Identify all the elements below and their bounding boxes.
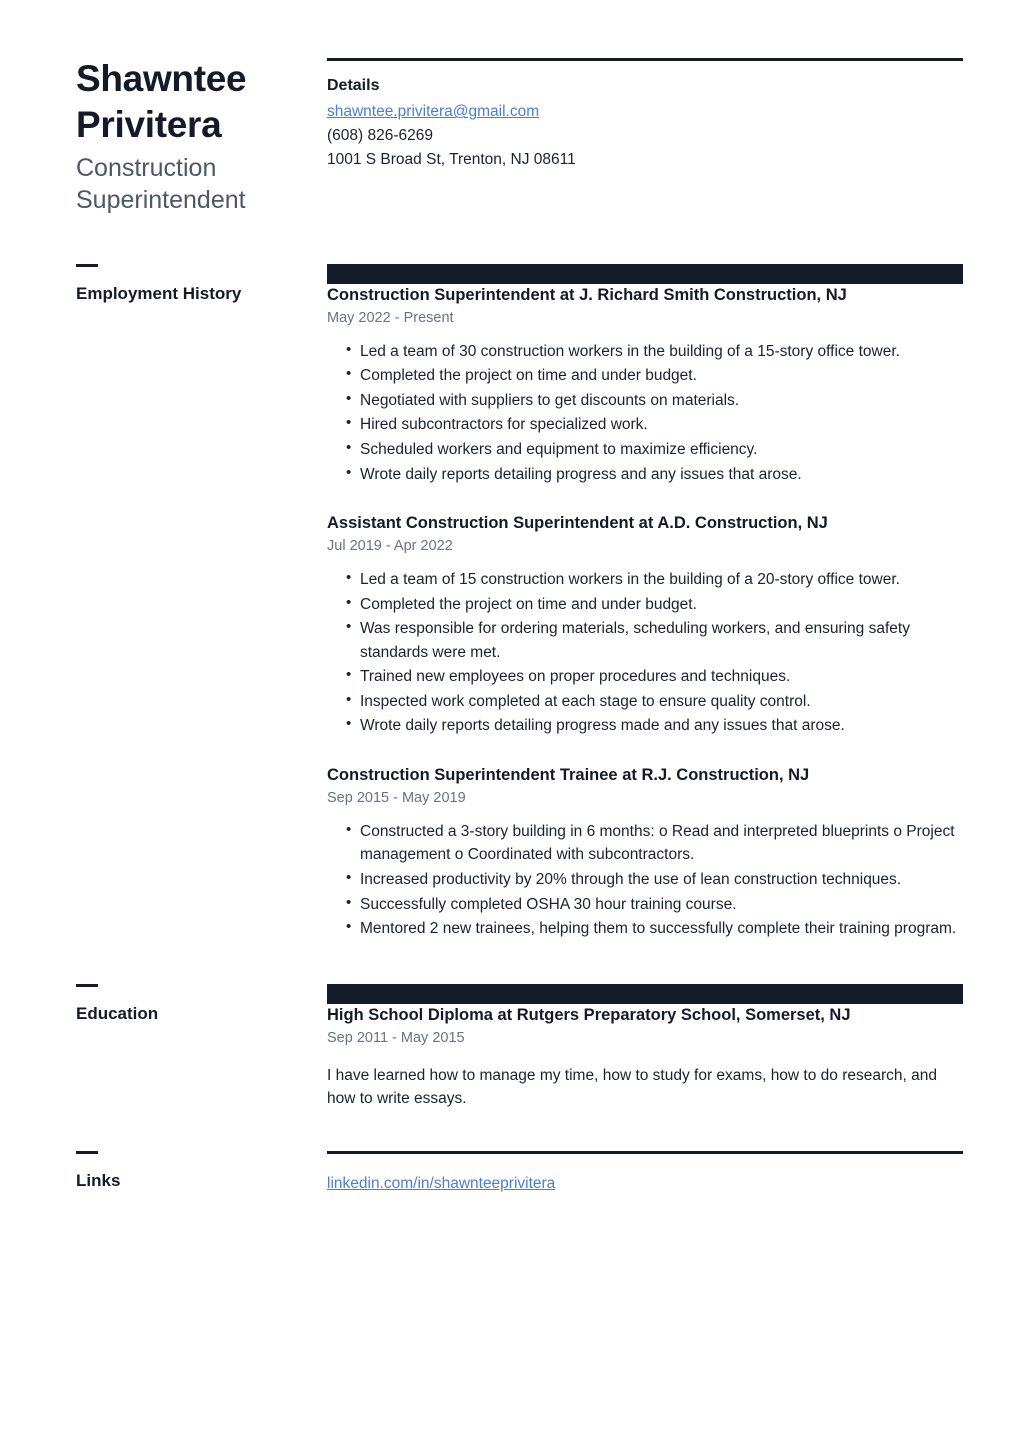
details-email-row	[327, 100, 963, 124]
entry-title: Assistant Construction Superintendent at A.D. Construction, NJ	[327, 514, 828, 533]
education-entries	[327, 984, 1024, 1111]
email-link[interactable]: shawntee.privitera@gmail.com	[327, 103, 540, 121]
resume-header	[0, 0, 1024, 216]
employment-history-section	[0, 264, 1024, 942]
employment-sidebar	[0, 264, 327, 305]
list-item: • Led a team of 15 construction workers in the building of a 20-story office tower.	[360, 568, 963, 592]
list-item: • Wrote daily reports detailing progress made and any issues that arose.	[360, 714, 963, 738]
dash-marker-icon	[76, 1151, 98, 1154]
list-item: • Was responsible for ordering materials, scheduling workers, and ensuring safety standards were met.	[360, 617, 963, 664]
entry-title: Construction Superintendent Trainee at R.J. Construction, NJ	[327, 765, 810, 784]
list-item: • Completed the project on time and under budget.	[360, 364, 963, 388]
list-item: • Mentored 2 new trainees, helping them to successfully complete their training program.	[360, 917, 963, 941]
links-entries	[327, 1151, 1024, 1196]
header-identity	[0, 0, 327, 216]
education-section-rule	[327, 984, 963, 1004]
entry-date: Jul 2019 - Apr 2022	[327, 538, 453, 555]
list-item: • Constructed a 3-story building in 6 months: o Read and interpreted blueprints o Project management o Coordinated with subcontractors.	[360, 820, 963, 867]
employment-entry	[327, 512, 963, 738]
details-address: 1001 S Broad St, Trenton, NJ 08611	[327, 151, 576, 169]
linkedin-link[interactable]: linkedin.com/in/shawnteeprivitera	[327, 1174, 556, 1192]
list-item: • Trained new employees on proper procedures and techniques.	[360, 665, 963, 689]
entry-description: I have learned how to manage my time, how to study for exams, how to do research, and how to write essays.	[327, 1066, 937, 1108]
links-sidebar	[0, 1151, 327, 1192]
education-section	[0, 984, 1024, 1111]
entry-bullet-list	[327, 820, 963, 941]
entry-date: Sep 2011 - May 2015	[327, 1029, 465, 1046]
education-sidebar	[0, 984, 327, 1025]
page-title: Shawntee Privitera	[76, 58, 247, 145]
sidebar-label-links: Links	[76, 1170, 121, 1190]
list-item: • Negotiated with suppliers to get discounts on materials.	[360, 389, 963, 413]
list-item: • Led a team of 30 construction workers in the building of a 15-story office tower.	[360, 340, 963, 364]
sidebar-label-education: Education	[76, 1003, 159, 1023]
link-row	[327, 1172, 963, 1196]
dash-marker-icon	[76, 264, 98, 267]
links-section	[0, 1151, 1024, 1196]
details-heading: Details	[327, 77, 380, 94]
entry-title: High School Diploma at Rutgers Preparatory School, Somerset, NJ	[327, 1005, 851, 1024]
sidebar-label-employment: Employment History	[76, 283, 242, 303]
list-item: • Successfully completed OSHA 30 hour training course.	[360, 893, 963, 917]
header-subtitle: Construction Superintendent	[76, 153, 246, 214]
list-item: • Increased productivity by 20% through the use of lean construction techniques.	[360, 868, 963, 892]
entry-bullet-list	[327, 568, 963, 738]
education-entry	[327, 1004, 963, 1111]
dash-marker-icon	[76, 984, 98, 987]
employment-entry	[327, 764, 963, 941]
list-item: • Hired subcontractors for specialized work.	[360, 413, 963, 437]
details-phone: (608) 826-6269	[327, 127, 433, 145]
entry-date: Sep 2015 - May 2019	[327, 790, 466, 807]
details-section	[327, 0, 1024, 172]
list-item: • Wrote daily reports detailing progress and any issues that arose.	[360, 463, 963, 487]
list-item: • Completed the project on time and under budget.	[360, 593, 963, 617]
entry-bullet-list	[327, 340, 963, 486]
employment-entry	[327, 284, 963, 486]
entry-title: Construction Superintendent at J. Richard Smith Construction, NJ	[327, 285, 847, 304]
list-item: • Inspected work completed at each stage to ensure quality control.	[360, 690, 963, 714]
list-item: • Scheduled workers and equipment to maximize efficiency.	[360, 438, 963, 462]
entry-date: May 2022 - Present	[327, 310, 454, 327]
employment-entries	[327, 264, 1024, 942]
employment-section-rule	[327, 264, 963, 284]
